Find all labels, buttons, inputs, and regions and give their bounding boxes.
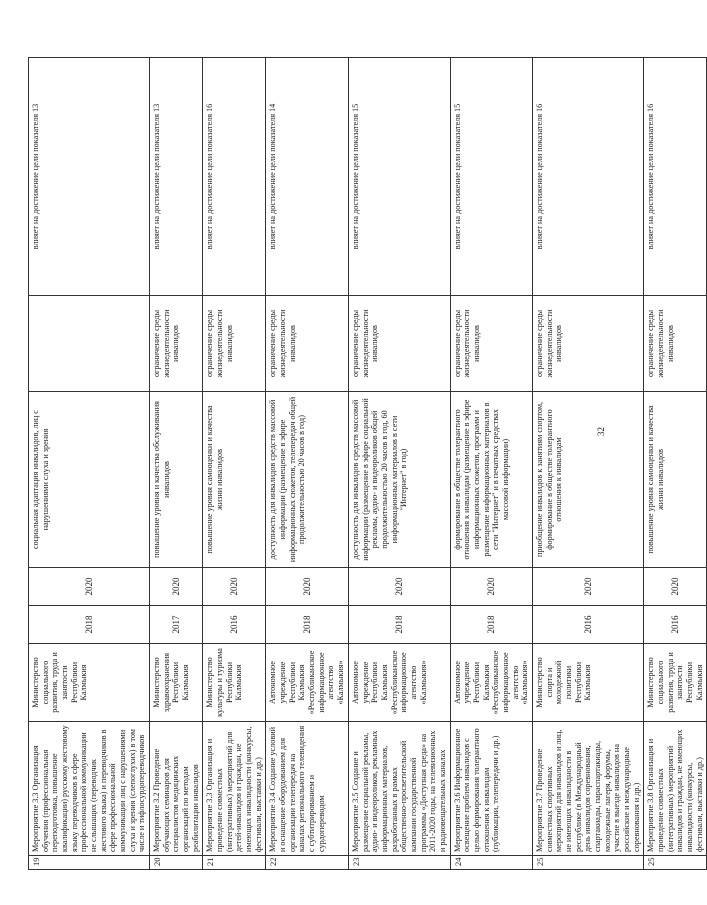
end-year-cell: 2020 (29, 568, 150, 606)
end-year-cell: 2020 (532, 568, 643, 606)
event-cell: Мероприятие 3.6 Информационное освещение проблем инвалидов с целью формирования толерантного отношения к инвалидам (публикации, телепередачи и др.) (450, 722, 532, 856)
table-row (348, 58, 450, 870)
row-number: 20 (150, 856, 203, 870)
row-number: 25 (644, 856, 707, 870)
row-number: 19 (29, 856, 150, 870)
event-cell: Мероприятие 3.5 Создание и размещение социальной рекламы, аудио- и видеороликов, рекламных информационных материалов, разработанных в рамках общественно-просветительской кампании государственной программы «Доступная среда» на 2011-2020 годы, на телевизионных и радиовещательных каналах (348, 722, 450, 856)
indicator-cell: влияет на достижение цели показателя 15 (348, 58, 450, 296)
table-row (644, 58, 707, 870)
indicator-cell: влияет на достижение цели показателя 14 (266, 58, 348, 296)
rotated-table-wrapper (28, 58, 704, 870)
end-year-cell: 2020 (348, 568, 450, 606)
consequence-cell: ограничение среды жизнедеятельности инвалидов (203, 296, 266, 392)
executor-cell: Министерство спорта и молодежной политики Республики Калмыкия (532, 644, 643, 722)
indicator-cell: влияет на достижение цели показателя 16 (203, 58, 266, 296)
indicator-cell: влияет на достижение цели показателя 13 (29, 58, 150, 296)
event-cell: Мероприятие 3.4 Создание условий и оснащение оборудованием для организации телепередач на каналах регионального телевидения с субтитрированием и сурдопереводом (266, 722, 348, 856)
executor-cell: Автономное учреждение Республики Калмыкия «Республиканское информационное агентство «Калмыкия» (348, 644, 450, 722)
executor-cell: Министерство культуры и туризма Республики Калмыкия (203, 644, 266, 722)
executor-cell: Министерство социального развития, труда и занятости Республики Калмыкия (29, 644, 150, 722)
start-year-cell: 2016 (644, 606, 707, 644)
indicator-cell: влияет на достижение цели показателя 16 (532, 58, 643, 296)
start-year-cell: 2018 (450, 606, 532, 644)
table-row (450, 58, 532, 870)
result-cell: повышение уровня и качества обслуживания инвалидов (150, 392, 203, 568)
consequence-cell: ограничение среды жизнедеятельности инвалидов (266, 296, 348, 392)
table-row (203, 58, 266, 870)
consequence-cell: ограничение среды жизнедеятельности инвалидов (644, 296, 707, 392)
table-row (532, 58, 643, 870)
start-year-cell: 2018 (29, 606, 150, 644)
row-number: 23 (348, 856, 450, 870)
result-cell: доступность для инвалидов средств массовой информации (размещение в эфире информационных сюжетов, телепередач общей продолжительностью 20 часов в год) (266, 392, 348, 568)
consequence-cell: ограничение среды жизнедеятельности инвалидов (150, 296, 203, 392)
executor-cell: Автономное учреждение Республики Калмыкия «Республиканское информационное агентство «Калмыкия» (450, 644, 532, 722)
event-cell: Мероприятие 3.3 Организация и проведение совместных (интегративных) мероприятий для детей-инвалидов и граждан, не имеющих инвалидности (конкурсы, фестивали, выставки и др.) (203, 722, 266, 856)
event-cell: Мероприятие 3.7 Проведение совместных спортивных мероприятий для инвалидов и лиц, не имеющих инвалидности в республике (в Международный день инвалидов соревнования, спартакиады, параспартакиады, молодежные лагеря, форумы, участие в выезде инвалидов на российские и международные соревнования и др.) (532, 722, 643, 856)
executor-cell: Министерство социального развития, труда и занятости Республики Калмыкия (644, 644, 707, 722)
start-year-cell: 2017 (150, 606, 203, 644)
events-table (28, 57, 707, 870)
table-row (266, 58, 348, 870)
consequence-cell: ограничение среды жизнедеятельности инвалидов (348, 296, 450, 392)
end-year-cell: 2020 (150, 568, 203, 606)
start-year-cell: 2016 (532, 606, 643, 644)
result-cell: повышение уровня самооценки и качества жизни инвалидов (644, 392, 707, 568)
result-cell: социальная адаптация инвалидов, лиц с нарушениями слуха и зрения (29, 392, 150, 568)
end-year-cell: 2020 (644, 568, 707, 606)
result-cell: формирование в обществе толерантного отношения к инвалидам (размещение в эфире информационных сюжетов, программ и размещение информационных материалов в сети "Интернет" и в печатных средствах массовой информации) (450, 392, 532, 568)
event-cell: Мероприятие 3.3 Организация обучения (профессиональная переподготовка, повышение квалификации) русскому жестовому языку переводчиков в сфере профессиональной коммуникации не слышащих (переводчик жестового языка) и переводчиков в сфере профессиональной коммуникации лиц с нарушениями слуха и зрения (слепоглухих) в том числе и тифлосурдопереводчиков (29, 722, 150, 856)
row-number: 22 (266, 856, 348, 870)
row-number: 21 (203, 856, 266, 870)
consequence-cell: ограничение среды жизнедеятельности инвалидов (450, 296, 532, 392)
indicator-cell: влияет на достижение цели показателя 15 (450, 58, 532, 296)
start-year-cell: 2018 (348, 606, 450, 644)
result-cell: повышение уровня самооценки и качества жизни инвалидов (203, 392, 266, 568)
consequence-cell (29, 296, 150, 392)
indicator-cell: влияет на достижение цели показателя 13 (150, 58, 203, 296)
end-year-cell: 2020 (203, 568, 266, 606)
executor-cell: Автономное учреждение Республики Калмыкия «Республиканское информационное агентство «Калмыкия» (266, 644, 348, 722)
table-row (150, 58, 203, 870)
row-number: 25 (532, 856, 643, 870)
table-row (29, 58, 150, 870)
result-cell: приобщение инвалидов к занятиям спортом, формирование в обществе толерантного отношения к инвалидам (532, 392, 643, 568)
row-number: 24 (450, 856, 532, 870)
start-year-cell: 2018 (266, 606, 348, 644)
result-cell: доступность для инвалидов средств массовой информации (размещение в эфире социальной рекламы, аудио- и видеороликов общей продолжительностью 20 часов в год, 60 информационных материалов в сети "Интернет" в год) (348, 392, 450, 568)
indicator-cell: влияет на достижение цели показателя 16 (644, 58, 707, 296)
event-cell: Мероприятие 3.2 Проведение обучающих семинаров для специалистов медицинских организаций по методам реабилитации инвалидов (150, 722, 203, 856)
executor-cell: Министерство здравоохранения Республики Калмыкия (150, 644, 203, 722)
end-year-cell: 2020 (450, 568, 532, 606)
consequence-cell: ограничение среды жизнедеятельности инвалидов (532, 296, 643, 392)
end-year-cell: 2020 (266, 568, 348, 606)
page-number: 32 (596, 427, 606, 436)
start-year-cell: 2016 (203, 606, 266, 644)
event-cell: Мероприятие 3.8 Организация и проведение совместных (интегративных) мероприятий инвалидов и граждан, не имеющих инвалидности (конкурсы, фестивали, выставки и др.) (644, 722, 707, 856)
